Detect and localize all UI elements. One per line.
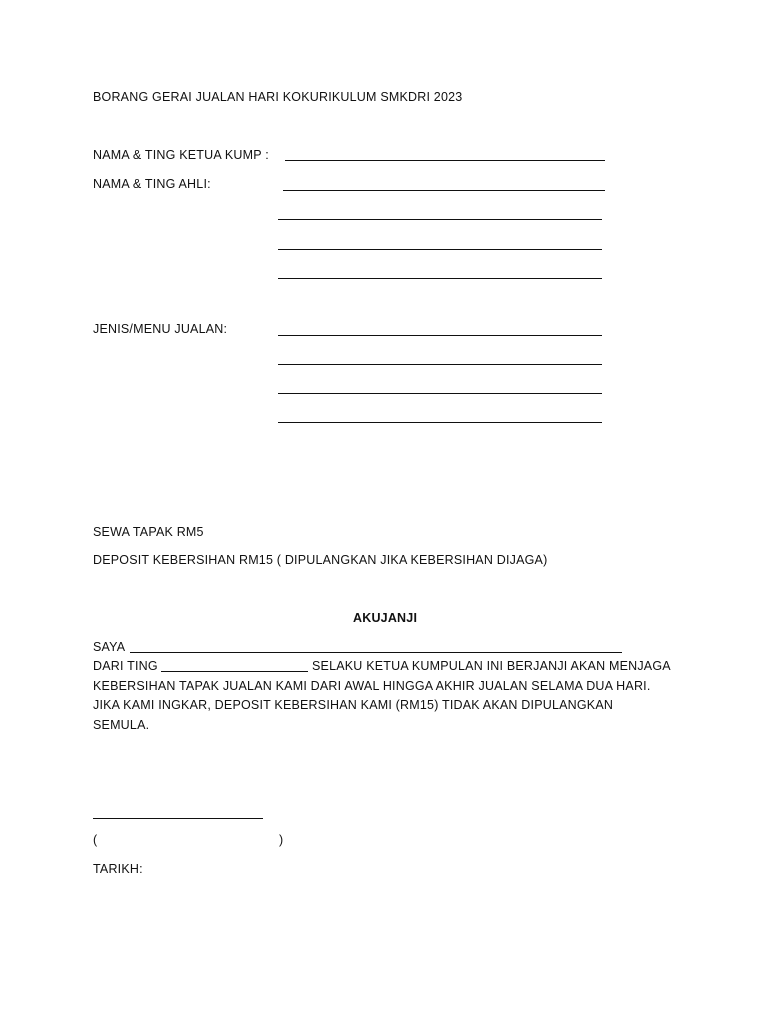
pledge-name-blank-line (130, 652, 622, 653)
menu-blank-line-4 (278, 422, 602, 423)
date-label: TARIKH: (93, 862, 143, 876)
pledge-line-2: SELAKU KETUA KUMPULAN INI BERJANJI AKAN MENJAGA (312, 659, 671, 673)
pledge-saya-label: SAYA (93, 640, 126, 654)
signature-open-paren: ( (93, 833, 98, 847)
menu-blank-line-3 (278, 393, 602, 394)
pledge-line-5: SEMULA. (93, 718, 150, 732)
leader-blank-line (285, 160, 605, 161)
leader-label: NAMA & TING KETUA KUMP : (93, 148, 269, 162)
member-blank-line-2 (278, 219, 602, 220)
pledge-class-blank-line (161, 671, 308, 672)
pledge-heading: AKUJANJI (353, 611, 418, 625)
menu-blank-line-2 (278, 364, 602, 365)
pledge-line-4: JIKA KAMI INGKAR, DEPOSIT KEBERSIHAN KAMI (RM15) TIDAK AKAN DIPULANGKAN (93, 698, 614, 712)
menu-label: JENIS/MENU JUALAN: (93, 322, 228, 336)
signature-close-paren: ) (279, 833, 284, 847)
rent-text: SEWA TAPAK RM5 (93, 525, 204, 539)
menu-blank-line-1 (278, 335, 602, 336)
signature-line (93, 818, 263, 819)
pledge-dari-ting-label: DARI TING (93, 659, 158, 673)
pledge-line-3: KEBERSIHAN TAPAK JUALAN KAMI DARI AWAL HINGGA AKHIR JUALAN SELAMA DUA HARI. (93, 679, 651, 693)
member-blank-line-1 (283, 190, 605, 191)
form-title: BORANG GERAI JUALAN HARI KOKURIKULUM SMKDRI 2023 (93, 90, 463, 104)
deposit-text: DEPOSIT KEBERSIHAN RM15 ( DIPULANGKAN JIKA KEBERSIHAN DIJAGA) (93, 553, 548, 567)
members-label: NAMA & TING AHLI: (93, 177, 211, 191)
member-blank-line-3 (278, 249, 602, 250)
member-blank-line-4 (278, 278, 602, 279)
